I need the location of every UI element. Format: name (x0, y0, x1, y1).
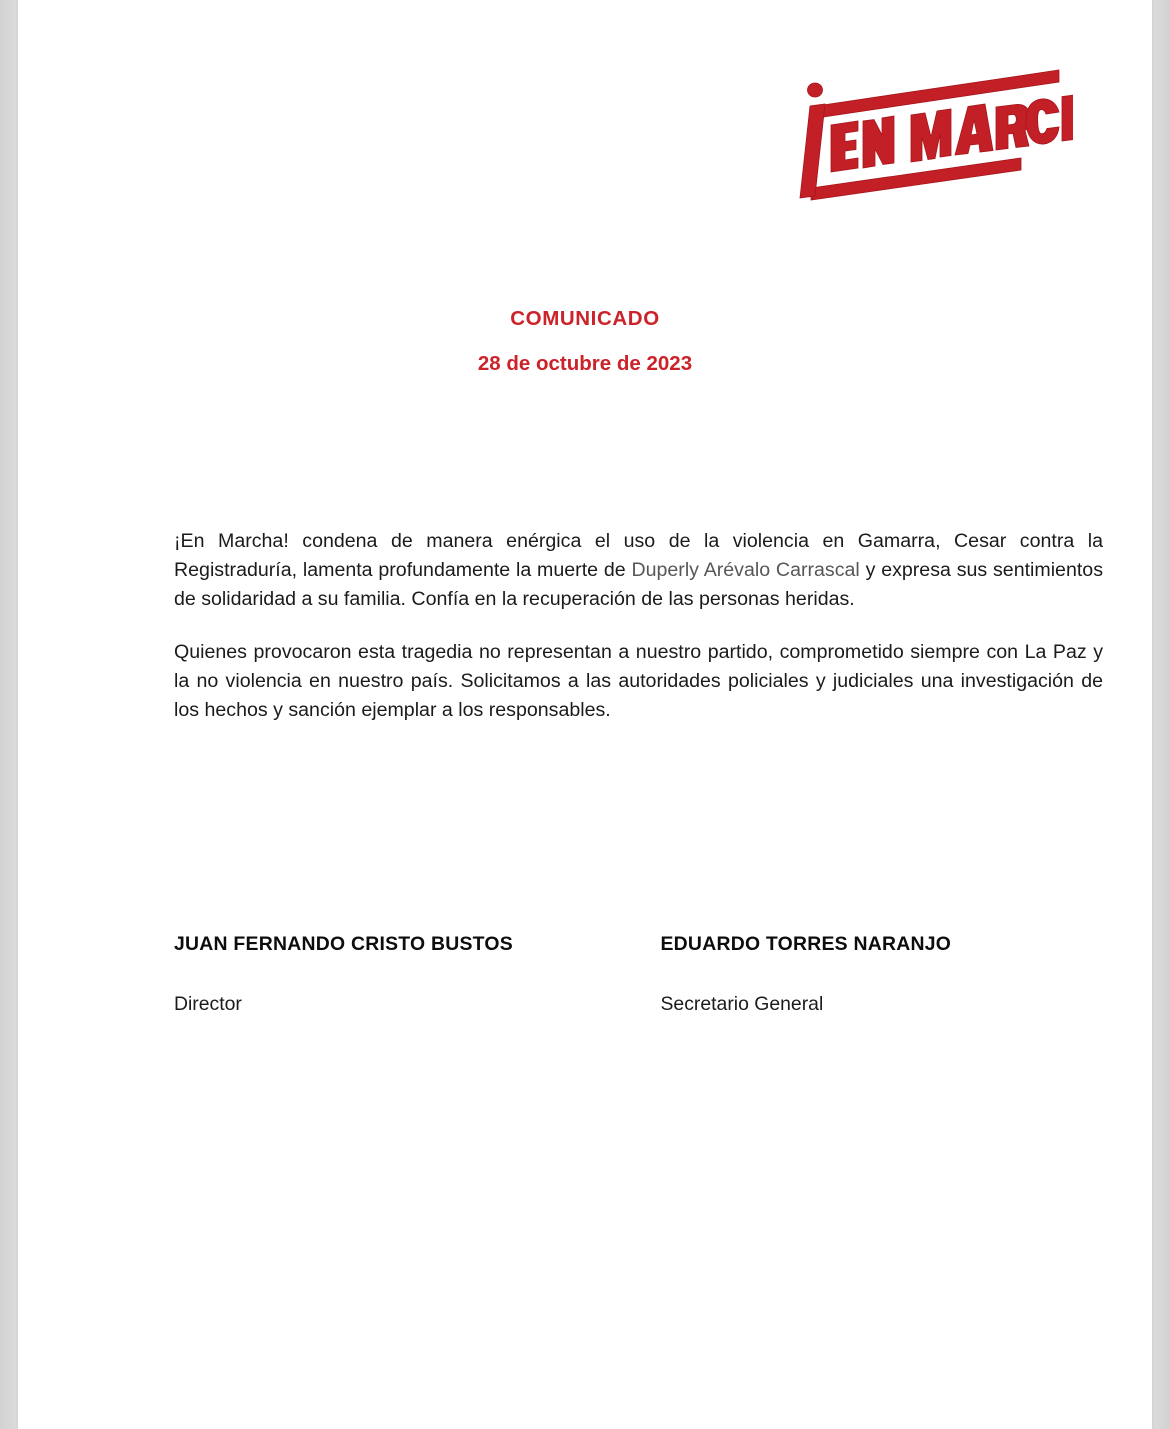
signature-name: JUAN FERNANDO CRISTO BUSTOS (174, 933, 513, 955)
document-date: 28 de octubre de 2023 (477, 351, 693, 375)
page-gutter-right (1152, 0, 1170, 1429)
document-headings (18, 306, 1152, 376)
victim-name: Duperly Arévalo Carrascal (631, 558, 860, 581)
signature-block (174, 933, 1103, 1016)
document-body (174, 527, 1103, 725)
en-marcha-logo (763, 52, 1073, 217)
signature-director (174, 933, 639, 1016)
page-gutter-left (0, 0, 18, 1429)
signature-secretary-general (639, 933, 1104, 1016)
document-page (18, 0, 1152, 1429)
paragraph-two: Quienes provocaron esta tragedia no representan a nuestro partido, comprometido siempre con La Paz y la no violencia en nuestro país. Solicitamos a las autoridades policiales y judiciales una investigación de los hechos y sanción ejemplar a los responsables. (174, 641, 1103, 721)
signature-role: Director (174, 993, 242, 1015)
paragraph-one (174, 527, 1103, 613)
signature-role: Secretario General (660, 993, 824, 1015)
en-marcha-logo-icon (763, 52, 1073, 217)
page-title: COMUNICADO (510, 307, 660, 330)
paragraph-one-lead: ¡En Marcha! condena de manera enérgica el uso de la violencia en Gamarra, Cesar contra la Registraduría, lamenta profundamente la muerte de (174, 530, 1103, 581)
signature-name: EDUARDO TORRES NARANJO (660, 933, 952, 955)
paragraph-one-tail: y expresa sus sentimientos de solidaridad a su familia. Confía en la recuperación de las personas heridas. (174, 558, 1103, 610)
